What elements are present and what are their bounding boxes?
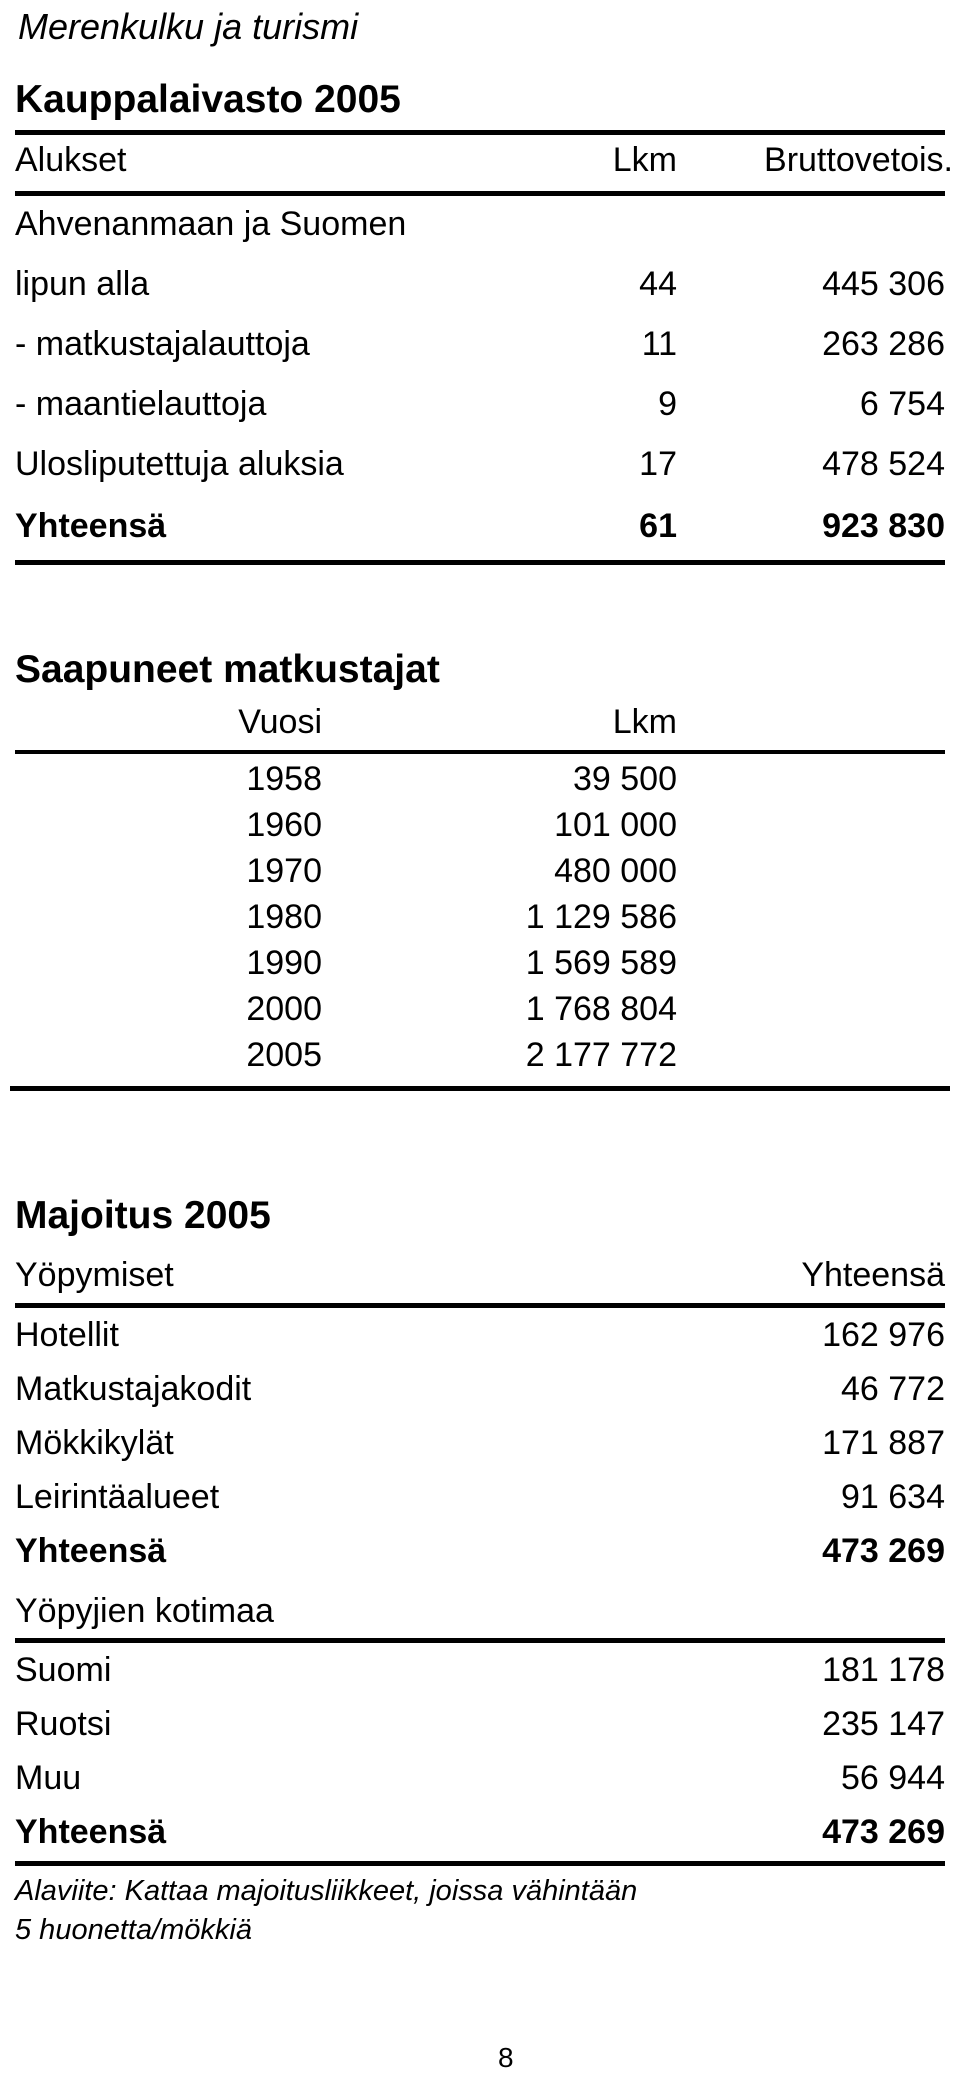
- fleet-header-row: [15, 130, 953, 190]
- passenger-count: 101 000: [554, 806, 677, 844]
- accommodation-value: 46 772: [841, 1370, 945, 1408]
- accommodation-title: Majoitus 2005: [15, 1194, 271, 1237]
- accommodation-header-label: Yöpymiset: [15, 1256, 174, 1294]
- page-number: 8: [498, 2042, 514, 2073]
- passenger-year: 1980: [246, 898, 322, 936]
- accommodation-label: Matkustajakodit: [15, 1370, 252, 1408]
- fleet-section: [15, 78, 953, 598]
- accommodation-total-row: [15, 1524, 945, 1578]
- table-row: [15, 1362, 945, 1416]
- fleet-header-vessels: Alukset: [15, 141, 127, 179]
- fleet-row-tonnage: 445 306: [822, 265, 945, 303]
- passenger-count: 2 177 772: [525, 1036, 677, 1074]
- footnote-line-1: Alaviite: Kattaa majoitusliikkeet, joissa vähintään: [15, 1875, 638, 1907]
- passengers-title: Saapuneet matkustajat: [15, 648, 440, 691]
- accommodation-value: 171 887: [822, 1424, 945, 1462]
- passengers-header-count: Lkm: [612, 703, 677, 741]
- fleet-row-count: 44: [639, 265, 677, 303]
- fleet-row-label: Ahvenanmaan ja Suomen: [15, 205, 407, 243]
- passengers-bottom-rule: [10, 1086, 950, 1091]
- accommodation-header-row: [15, 1248, 945, 1302]
- accommodation-section: [15, 1194, 945, 1934]
- table-row: [15, 1697, 945, 1751]
- passenger-year: 2005: [246, 1036, 322, 1074]
- fleet-row-tonnage: 6 754: [859, 385, 945, 423]
- table-row: [15, 1470, 945, 1524]
- fleet-bottom-rule: [15, 560, 945, 565]
- table-row: [15, 434, 945, 494]
- table-row: [15, 1751, 945, 1805]
- passengers-header-rule: [15, 750, 945, 754]
- fleet-row-count: 11: [641, 325, 677, 363]
- origin-label: Suomi: [15, 1651, 112, 1689]
- fleet-header-tonnage: Bruttovetois.: [764, 141, 953, 179]
- fleet-row-tonnage: 478 524: [822, 445, 945, 483]
- fleet-row-count: 17: [639, 445, 677, 483]
- passenger-count: 1 129 586: [525, 898, 677, 936]
- fleet-total-row: [15, 496, 945, 556]
- passenger-count: 1 569 589: [525, 944, 677, 982]
- fleet-total-count: 61: [639, 507, 677, 545]
- fleet-row-count: 9: [658, 385, 677, 423]
- table-row: [15, 894, 945, 940]
- passenger-count: 480 000: [554, 852, 677, 890]
- passenger-year: 2000: [246, 990, 322, 1028]
- page-header: Merenkulku ja turismi: [18, 6, 359, 47]
- table-row: [15, 194, 945, 254]
- fleet-row-tonnage: 263 286: [822, 325, 945, 363]
- table-row: [15, 1643, 945, 1697]
- accommodation-total-value: 473 269: [822, 1532, 945, 1570]
- table-row: [15, 1032, 945, 1078]
- table-row: [15, 940, 945, 986]
- origin-value: 181 178: [822, 1651, 945, 1689]
- table-row: [15, 1416, 945, 1470]
- table-row: [15, 756, 945, 802]
- fleet-row-label: - matkustajalauttoja: [15, 325, 310, 363]
- table-row: [15, 254, 945, 314]
- passenger-count: 39 500: [573, 760, 677, 798]
- fleet-row-label: - maantielauttoja: [15, 385, 267, 423]
- accommodation-bottom-rule: [15, 1861, 945, 1866]
- accommodation-label: Mökkikylät: [15, 1424, 174, 1462]
- fleet-header-count: Lkm: [612, 141, 677, 179]
- origin-label: Ruotsi: [15, 1705, 112, 1743]
- fleet-total-tonnage: 923 830: [822, 507, 945, 545]
- origin-header: Yöpyjien kotimaa: [15, 1592, 274, 1630]
- accommodation-label: Leirintäalueet: [15, 1478, 220, 1516]
- accommodation-label: Hotellit: [15, 1316, 119, 1354]
- accommodation-header-total: Yhteensä: [801, 1256, 945, 1294]
- origin-total-label: Yhteensä: [15, 1813, 167, 1851]
- passenger-year: 1960: [246, 806, 322, 844]
- footnote-line-2: 5 huonetta/mökkiä: [15, 1914, 252, 1946]
- passengers-section: [15, 648, 945, 1108]
- origin-total-row: [15, 1805, 945, 1859]
- table-row: [15, 1308, 945, 1362]
- origin-header-row: [15, 1584, 945, 1638]
- accommodation-value: 91 634: [841, 1478, 945, 1516]
- passengers-header-year: Vuosi: [238, 703, 322, 741]
- origin-value: 235 147: [822, 1705, 945, 1743]
- accommodation-value: 162 976: [822, 1316, 945, 1354]
- origin-value: 56 944: [841, 1759, 945, 1797]
- accommodation-total-label: Yhteensä: [15, 1532, 167, 1570]
- origin-label: Muu: [15, 1759, 82, 1797]
- passenger-year: 1970: [246, 852, 322, 890]
- passengers-header-row: [15, 694, 945, 750]
- fleet-total-label: Yhteensä: [15, 507, 167, 545]
- passenger-year: 1990: [246, 944, 322, 982]
- table-row: [15, 848, 945, 894]
- fleet-header-rule-top: [15, 130, 945, 135]
- fleet-row-label: lipun alla: [15, 265, 150, 303]
- table-row: [15, 802, 945, 848]
- table-row: [15, 314, 945, 374]
- table-row: [15, 374, 945, 434]
- passenger-year: 1958: [246, 760, 322, 798]
- passenger-count: 1 768 804: [525, 990, 677, 1028]
- table-row: [15, 986, 945, 1032]
- origin-total-value: 473 269: [822, 1813, 945, 1851]
- fleet-row-label: Ulosliputettuja aluksia: [15, 445, 344, 483]
- fleet-title: Kauppalaivasto 2005: [15, 78, 401, 121]
